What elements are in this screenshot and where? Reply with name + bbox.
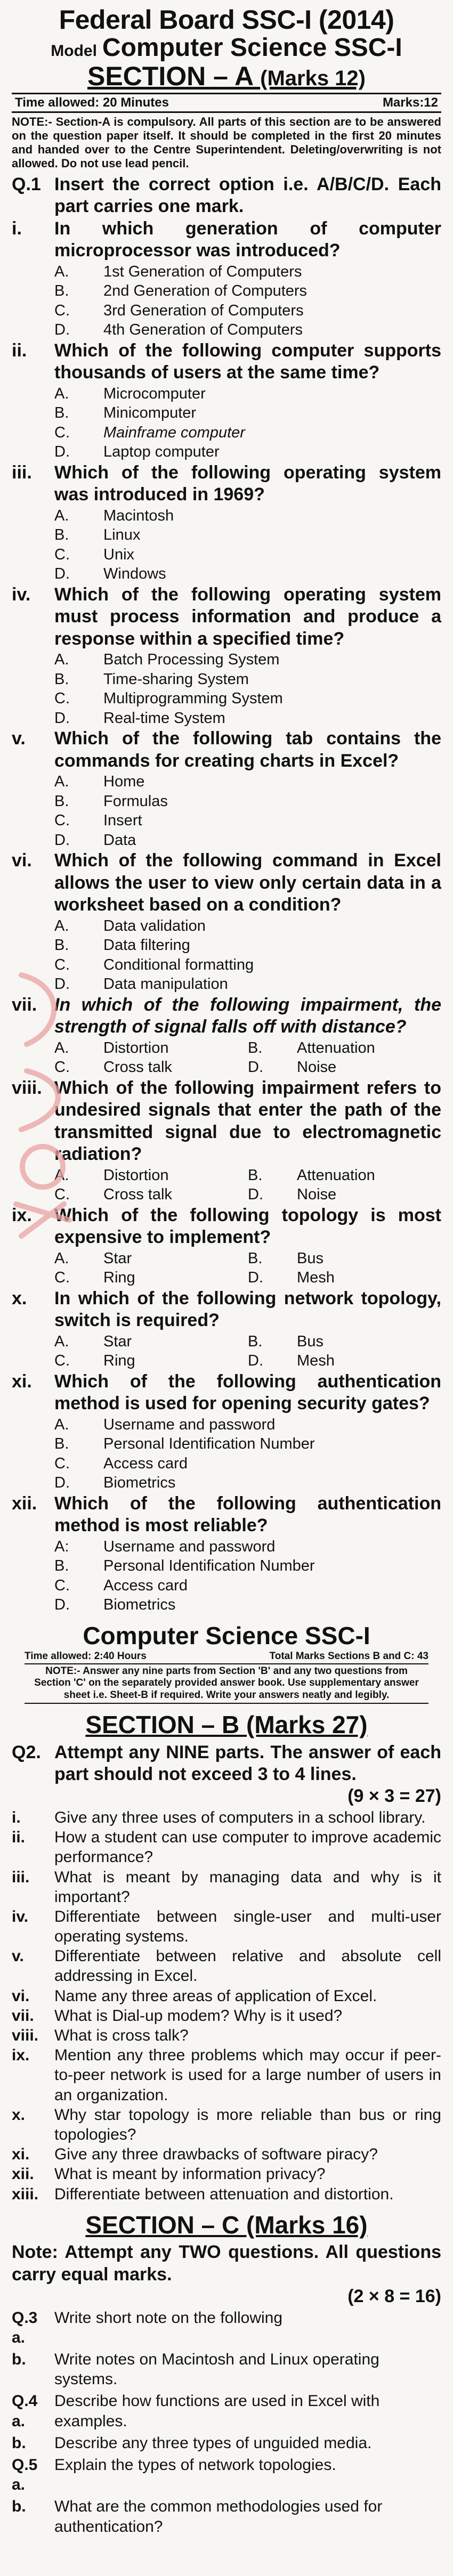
mcq-question: [12, 1288, 441, 1332]
section-b-item-text: What is meant by information privacy?: [54, 2165, 326, 2183]
option-text: Distortion: [103, 1166, 169, 1184]
option-text: Username and password: [103, 1416, 276, 1433]
section-b-item-number: vi.: [12, 1987, 30, 2005]
option-text: Batch Processing System: [103, 651, 280, 669]
option-letter: C.: [54, 424, 70, 441]
section-c-note-label: Note:: [12, 2242, 58, 2263]
option-text: Formulas: [103, 792, 168, 810]
mcq-options: [54, 1537, 441, 1615]
option-letter: B.: [248, 1166, 263, 1184]
option-letter: C.: [54, 1186, 70, 1204]
time-allowed: Time allowed: 20 Minutes: [15, 95, 169, 110]
section-b-item: [12, 1827, 441, 1867]
option-letter: C.: [54, 1454, 70, 1472]
mcq-option[interactable]: [54, 281, 441, 301]
mcq-text: Which of the following computer supports thousands of users at the same time?: [54, 340, 441, 383]
section-c-item: [12, 2433, 441, 2453]
section-b-item-number: vii.: [12, 2006, 34, 2025]
mcq-question: [12, 218, 441, 262]
option-text: 3rd Generation of Computers: [103, 302, 304, 319]
mcq-number: x.: [12, 1288, 27, 1309]
section-b-item-text: Name any three areas of application of Excel.: [54, 1987, 377, 2005]
section-c-heading: SECTION – C (Marks 16): [85, 2211, 368, 2239]
mcq-options: [54, 772, 441, 850]
option-text: Star: [103, 1249, 132, 1267]
section-b-item-text: Differentiate between single-user and multi-user operating systems.: [54, 1907, 441, 1946]
option-letter: B.: [54, 792, 69, 810]
mcq-option[interactable]: [54, 403, 441, 423]
mcq-text: Which of the following authentication method is most reliable?: [54, 1493, 441, 1536]
section-c-item-number: Q.4 a.: [12, 2392, 38, 2430]
mcq-number: ii.: [12, 340, 27, 361]
option-text: Mesh: [297, 1269, 335, 1287]
section-b-item: [12, 1986, 441, 2006]
mcq-number: i.: [12, 218, 22, 239]
option-letter: A.: [54, 1039, 69, 1057]
section-b-item: [12, 2026, 441, 2045]
option-text: Home: [103, 773, 145, 791]
option-text: Attenuation: [297, 1039, 375, 1057]
mcq-options: [54, 1166, 441, 1205]
section-c-item-text: Write notes on Macintosh and Linux operating systems.: [54, 2351, 379, 2388]
option-letter: D.: [54, 565, 70, 583]
option-text: Access card: [103, 1577, 188, 1594]
option-letter: A.: [54, 507, 69, 524]
section-b-item-text: Give any three uses of computers in a school library.: [54, 1808, 426, 1826]
option-letter: B.: [54, 937, 69, 954]
mcq-question: [12, 994, 441, 1038]
mcq-option[interactable]: [54, 936, 441, 955]
section-c-item-number: b.: [12, 2434, 26, 2452]
mcq-option[interactable]: [54, 955, 441, 975]
option-letter: A.: [54, 385, 69, 402]
section-b-item: [12, 1867, 441, 1907]
option-letter: D.: [54, 709, 70, 727]
option-text: 1st Generation of Computers: [103, 263, 302, 280]
mcq-option[interactable]: [248, 1166, 441, 1185]
option-text: Biometrics: [103, 1596, 176, 1614]
mcq-option[interactable]: [248, 1185, 441, 1205]
q2-score: (9 × 3 = 27): [347, 1786, 441, 1807]
mcq-option[interactable]: [54, 1351, 248, 1371]
option-letter: C.: [54, 1059, 70, 1076]
mcq-options: [54, 506, 441, 584]
mcq-number: ix.: [12, 1205, 32, 1225]
option-letter: B.: [54, 670, 69, 688]
section-b-item-text: Differentiate between attenuation and distortion.: [54, 2185, 394, 2203]
mcq-option[interactable]: [54, 650, 441, 670]
option-letter: D.: [54, 321, 70, 339]
mcq-option[interactable]: [54, 709, 441, 728]
mcq-options: [54, 1415, 441, 1493]
subject-label: Computer Science SSC-I: [102, 34, 402, 62]
option-text: 4th Generation of Computers: [103, 321, 303, 339]
option-letter: C.: [54, 956, 70, 973]
mcq-question: [12, 728, 441, 772]
section-c-note: [12, 2241, 441, 2307]
section-b-item-text: Give any three drawbacks of software piracy?: [54, 2146, 378, 2164]
section-b-item-number: v.: [12, 1947, 24, 1965]
section-c-item: [12, 2350, 441, 2389]
mcq-text: Which of the following topology is most expensive to implement?: [54, 1205, 441, 1248]
option-text: Insert: [103, 812, 142, 830]
option-letter: A.: [54, 263, 69, 280]
mcq-option[interactable]: [54, 689, 441, 709]
section-b-list: [12, 1808, 441, 2204]
mcq-text: Which of the following authentication method is used for opening security gates?: [54, 1371, 441, 1414]
mcq-number: v.: [12, 728, 26, 749]
option-text: Bus: [297, 1249, 323, 1267]
mcq-text: Which of the following command in Excel allows the user to view only certain data in a worksheet based on a condition?: [54, 850, 441, 915]
option-text: Star: [103, 1332, 132, 1350]
option-text: Bus: [297, 1332, 323, 1350]
option-text: Data validation: [103, 917, 206, 934]
paper-title: Federal Board SSC-I (2014): [59, 5, 394, 35]
option-text: Noise: [297, 1059, 337, 1076]
mcq-option[interactable]: [54, 1038, 248, 1058]
option-letter: A.: [54, 651, 69, 669]
part2-timebar: [12, 1651, 441, 1662]
mcq-option[interactable]: [54, 1473, 441, 1493]
mcq-option[interactable]: [54, 772, 441, 792]
section-b-item: [12, 2105, 441, 2144]
section-b-item: [12, 2164, 441, 2184]
mcq-question: [12, 850, 441, 916]
option-text: Macintosh: [103, 507, 174, 524]
section-b-item: [12, 2045, 441, 2105]
section-b-item: [12, 2006, 441, 2026]
option-letter: D.: [54, 831, 70, 849]
mcq-option[interactable]: [54, 1332, 248, 1352]
mcq-text: Which of the following tab contains the commands for creating charts in Excel?: [54, 728, 441, 771]
part2-time: Time allowed: 2:40 Hours: [25, 1650, 147, 1662]
mcq-option[interactable]: [54, 1454, 441, 1474]
mcq-options: [54, 1038, 441, 1077]
section-b-heading: SECTION – B (Marks 27): [85, 1710, 368, 1738]
section-b-item: [12, 1907, 441, 1946]
mcq-option[interactable]: [54, 831, 441, 850]
mcq-question: [12, 1205, 441, 1249]
mcq-number: iv.: [12, 584, 31, 605]
section-b-item-number: iii.: [12, 1868, 30, 1886]
option-text: Cross talk: [103, 1186, 172, 1204]
mcq-option[interactable]: [54, 423, 441, 443]
model-label: Model: [51, 42, 97, 60]
mcq-option[interactable]: [54, 320, 441, 340]
option-letter: D.: [54, 1596, 70, 1614]
section-b-item-number: xiii.: [12, 2185, 39, 2203]
option-letter: B.: [248, 1249, 263, 1267]
option-letter: A.: [54, 1332, 69, 1350]
option-letter: A.: [54, 917, 69, 934]
mcq-options: [54, 384, 441, 462]
option-text: Noise: [297, 1186, 337, 1204]
section-b-item-number: viii.: [12, 2027, 39, 2044]
section-a-marks: (Marks 12): [260, 66, 366, 90]
section-c-item-number: b.: [12, 2498, 26, 2516]
option-text: Multiprogramming System: [103, 690, 283, 708]
mcq-option[interactable]: [248, 1332, 441, 1352]
option-letter: D.: [248, 1269, 263, 1287]
section-b-item-number: xi.: [12, 2146, 30, 2164]
option-letter: C.: [54, 812, 70, 830]
section-c-item-text: Explain the types of network topologies.: [54, 2456, 336, 2474]
mcq-options: [54, 262, 441, 340]
mcq-option[interactable]: [54, 1249, 248, 1269]
mcq-option[interactable]: [54, 506, 441, 526]
section-c-item: [12, 2455, 441, 2494]
option-text: Unix: [103, 546, 135, 563]
option-text: Access card: [103, 1454, 188, 1472]
section-a-label: SECTION – A: [87, 61, 253, 91]
mcq-option[interactable]: [54, 1434, 441, 1454]
option-text: Laptop computer: [103, 443, 220, 461]
mcq-option[interactable]: [54, 1185, 248, 1205]
option-text: Cross talk: [103, 1059, 172, 1076]
option-letter: B.: [248, 1332, 263, 1350]
mcq-text: In which generation of computer microprocessor was introduced?: [54, 218, 441, 261]
mcq-option[interactable]: [54, 1058, 248, 1077]
mcq-option[interactable]: [54, 1537, 441, 1557]
option-letter: A.: [54, 1416, 69, 1433]
mcq-option[interactable]: [54, 384, 441, 404]
option-text: Ring: [103, 1352, 135, 1370]
option-text: Username and password: [103, 1538, 276, 1555]
option-text: Minicomputer: [103, 404, 197, 422]
section-c-item: [12, 2497, 441, 2536]
option-letter: D.: [54, 976, 70, 993]
q2-instruction: [54, 1742, 441, 1808]
section-b-item-text: How a student can use computer to improve academic performance?: [54, 1829, 441, 1866]
option-letter: C.: [54, 690, 70, 708]
option-text: Attenuation: [297, 1166, 375, 1184]
option-letter: B.: [54, 1557, 69, 1575]
option-letter: B.: [54, 526, 69, 544]
mcq-number: vii.: [12, 994, 37, 1015]
section-a-heading: [12, 62, 441, 91]
section-a-timebar: [12, 93, 441, 113]
section-b-item-text: Why star topology is more reliable than bus or ring topologies?: [54, 2106, 441, 2143]
section-c-item: [12, 2391, 441, 2431]
option-text: Linux: [103, 526, 141, 544]
mcq-number: vi.: [12, 850, 32, 871]
section-b-item-number: i.: [12, 1808, 21, 1826]
section-c-item-number: Q.3 a.: [12, 2309, 38, 2346]
option-letter: C.: [54, 1577, 70, 1594]
mcq-question: [12, 1371, 441, 1415]
mcq-question: [12, 1493, 441, 1537]
q1-header: [12, 174, 441, 218]
mcq-option[interactable]: [54, 564, 441, 584]
section-b-item: [12, 2144, 441, 2164]
mcq-option[interactable]: [54, 525, 441, 545]
option-text: Conditional formatting: [103, 956, 254, 973]
option-text: 2nd Generation of Computers: [103, 282, 308, 300]
mcq-option[interactable]: [54, 1595, 441, 1615]
mcq-option[interactable]: [248, 1351, 441, 1371]
mcq-options: [54, 650, 441, 728]
option-letter: A:: [54, 1538, 69, 1555]
mcq-number: viii.: [12, 1077, 42, 1098]
mcq-text: In which of the following network topology, switch is required?: [54, 1288, 441, 1331]
section-b-item-text: What is cross talk?: [54, 2027, 189, 2044]
mcq-text: Which of the following impairment refers to undesired signals that enter the path of the transmitted signal due to electromagnetic radiation?: [54, 1077, 441, 1165]
option-letter: C.: [54, 1352, 70, 1370]
mcq-text: Which of the following operating system was introduced in 1969?: [54, 462, 441, 505]
option-letter: B.: [54, 282, 69, 300]
q1-instruction: Insert the correct option i.e. A/B/C/D. Each part carries one mark.: [54, 174, 441, 217]
section-c-item-number: Q.5 a.: [12, 2456, 38, 2494]
section-c-score: (2 × 8 = 16): [347, 2286, 441, 2307]
option-text: Mesh: [297, 1352, 335, 1370]
mcq-options: [54, 1249, 441, 1288]
section-b-item-number: x.: [12, 2106, 26, 2124]
mcq-question: [12, 584, 441, 650]
mcq-option[interactable]: [54, 1576, 441, 1596]
option-letter: D.: [54, 1474, 70, 1492]
mcq-option[interactable]: [54, 916, 441, 936]
part2-note: NOTE:- Answer any nine parts from Section 'B' and any two questions from Section 'C' on the separately provided answer book. Use supplementary answer sheet i.e. Sheet-B if required. Write your answers neatly and legibly.: [25, 1663, 428, 1704]
mcq-question: [12, 1077, 441, 1166]
part2-marks: Total Marks Sections B and C: 43: [269, 1650, 428, 1662]
mcq-option[interactable]: [54, 974, 441, 994]
mcq-option[interactable]: [248, 1038, 441, 1058]
option-letter: D.: [248, 1059, 263, 1076]
option-text: Data manipulation: [103, 976, 228, 993]
section-b-item: [12, 2184, 441, 2204]
mcq-option[interactable]: [54, 1166, 248, 1185]
q2-text: Attempt any NINE parts. The answer of each part should not exceed 3 to 4 lines.: [54, 1742, 441, 1784]
section-c-item-text: Write short note on the following: [54, 2309, 283, 2327]
mcq-question: [12, 462, 441, 506]
option-letter: A.: [54, 1166, 69, 1184]
mcq-number: xi.: [12, 1371, 32, 1392]
option-letter: B.: [54, 404, 69, 422]
option-letter: A.: [54, 1249, 69, 1267]
option-text: Personal Identification Number: [103, 1557, 315, 1575]
mcq-option[interactable]: [54, 670, 441, 689]
mcq-number: iii.: [12, 462, 32, 483]
section-c-item-number: b.: [12, 2351, 26, 2369]
total-marks: Marks:12: [382, 95, 438, 110]
option-text: Real-time System: [103, 709, 225, 727]
section-b-item: [12, 1808, 441, 1827]
paper-subject: [12, 34, 441, 62]
option-text: Ring: [103, 1269, 135, 1287]
section-c-item-text: Describe any three types of unguided media.: [54, 2434, 372, 2452]
mcq-options: [54, 1332, 441, 1371]
option-letter: D.: [54, 443, 70, 461]
mcq-question: [12, 340, 441, 384]
part2-title: Computer Science SSC-I: [83, 1621, 370, 1649]
section-a-note: NOTE:- Section-A is compulsory. All parts of this section are to be answered on the question paper itself. It should be completed in the first 20 minutes and handed over to the Centre Superintendent. Deleting/overwriting is not allowed. Do not use lead pencil.: [12, 115, 441, 170]
option-letter: C.: [54, 302, 70, 319]
section-b-item-text: What is meant by managing data and why is it important?: [54, 1868, 441, 1906]
section-b-item: [12, 1946, 441, 1986]
option-text: Data: [103, 831, 136, 849]
mcq-option[interactable]: [54, 301, 441, 321]
mcq-option[interactable]: [54, 442, 441, 462]
section-b-item-text: Differentiate between relative and absolute cell addressing in Excel.: [54, 1947, 441, 1985]
section-c-note-text: Attempt any TWO questions. All questions carry equal marks.: [12, 2242, 442, 2285]
mcq-option[interactable]: [54, 1415, 441, 1435]
section-b-item-text: What is Dial-up modem? Why is it used?: [54, 2006, 343, 2025]
section-b-item-text: Mention any three problems which may occur if peer-to-peer network is used for a large number of users in an organization.: [54, 2046, 441, 2104]
option-text: Time-sharing System: [103, 670, 249, 688]
mcq-option[interactable]: [54, 811, 441, 831]
section-c-item-text: What are the common methodologies used for authentication?: [54, 2498, 383, 2536]
mcq-options: [54, 916, 441, 994]
section-b-item-number: xii.: [12, 2165, 34, 2183]
option-text: Data filtering: [103, 937, 190, 954]
mcq-text: In which of the following impairment, the strength of signal falls off with distance?: [54, 994, 441, 1037]
mcq-number: xii.: [12, 1493, 37, 1514]
section-b-item-number: ix.: [12, 2046, 30, 2065]
mcq-option[interactable]: [248, 1058, 441, 1077]
mcq-option[interactable]: [54, 262, 441, 282]
option-text: Mainframe computer: [103, 424, 245, 441]
q1-number: Q.1: [12, 174, 41, 194]
q2-header: [12, 1742, 441, 1808]
option-letter: B.: [248, 1039, 263, 1057]
section-b-item-number: iv.: [12, 1907, 29, 1925]
mcq-option[interactable]: [248, 1268, 441, 1288]
mcq-option[interactable]: [248, 1249, 441, 1269]
option-letter: D.: [248, 1352, 263, 1370]
section-c-item-text: Describe how functions are used in Excel with examples.: [54, 2392, 380, 2430]
option-letter: B.: [54, 1435, 69, 1453]
mcq-option[interactable]: [54, 1268, 248, 1288]
mcq-text: Which of the following operating system must process information and produce a response within a specified time?: [54, 584, 441, 649]
mcq-option[interactable]: [54, 545, 441, 565]
option-letter: D.: [248, 1186, 263, 1204]
option-text: Biometrics: [103, 1474, 176, 1492]
section-c-item: [12, 2308, 441, 2347]
section-b-item-number: ii.: [12, 1829, 26, 1847]
option-text: Personal Identification Number: [103, 1435, 315, 1453]
option-text: Windows: [103, 565, 166, 583]
mcq-option[interactable]: [54, 1556, 441, 1576]
option-letter: C.: [54, 1269, 70, 1287]
option-letter: A.: [54, 773, 69, 791]
section-c-list: [12, 2308, 441, 2537]
q2-number: Q2.: [12, 1742, 41, 1762]
option-letter: C.: [54, 546, 70, 563]
option-text: Distortion: [103, 1039, 169, 1057]
mcq-option[interactable]: [54, 792, 441, 811]
mcq-list: [12, 218, 441, 1615]
option-text: Microcomputer: [103, 385, 206, 402]
